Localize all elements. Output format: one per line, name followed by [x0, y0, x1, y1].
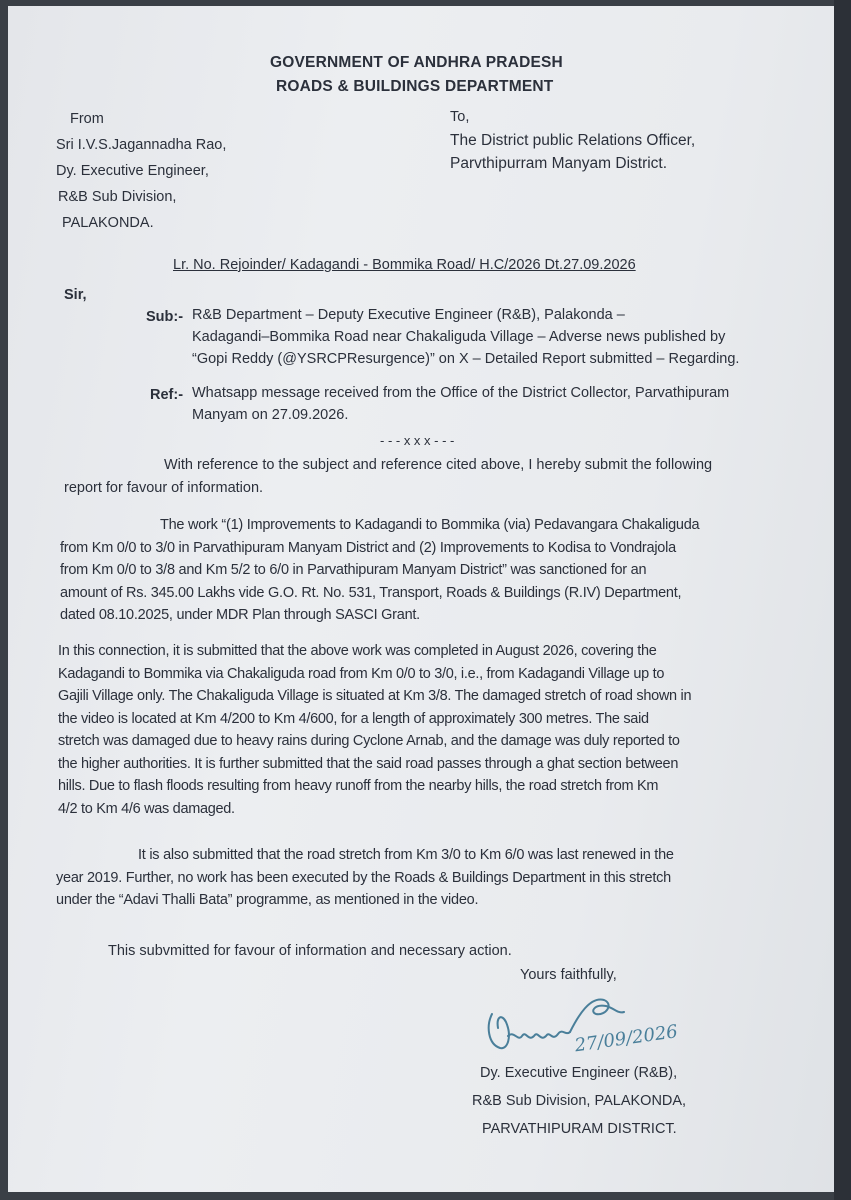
to-line: Parvthipurram Manyam District.	[450, 155, 668, 172]
paragraph-line: 4/2 to Km 4/6 was damaged.	[58, 800, 235, 817]
from-label: From	[70, 111, 104, 127]
signature-date: 27/09/2026	[573, 1021, 680, 1057]
paragraph-line: It is also submitted that the road stretch from Km 3/0 to Km 6/0 was last renewed in the	[138, 847, 674, 863]
letter-page	[8, 6, 834, 1192]
paragraph-line: from Km 0/0 to 3/0 in Parvathipuram Manyam District and (2) Improvements to Kodisa to Vondrajola	[60, 539, 676, 556]
paragraph-line: amount of Rs. 345.00 Lakhs vide G.O. Rt. No. 531, Transport, Roads & Buildings (R.IV) Department,	[60, 584, 682, 601]
subject-text	[192, 304, 739, 370]
from-line: PALAKONDA.	[62, 215, 154, 231]
to-label: To,	[450, 109, 470, 125]
subject-line: Kadagandi–Bommika Road near Chakaliguda Village – Adverse news published by	[192, 329, 726, 345]
reference-line: Whatsapp message received from the Office of the District Collector, Parvathipuram	[192, 385, 730, 401]
letter-reference-number: Lr. No. Rejoinder/ Kadagandi - Bommika Road/ H.C/2026 Dt.27.09.2026	[173, 257, 636, 273]
to-line: The District public Relations Officer,	[450, 132, 696, 149]
background-edge	[834, 0, 851, 1200]
closing-text: Yours faithfully,	[520, 967, 617, 983]
paragraph-line: The work “(1) Improvements to Kadagandi to Bommika (via) Pedavangara Chakaliguda	[160, 517, 700, 533]
paragraph-line: the video is located at Km 4/200 to Km 4/600, for a length of approximately 300 metres. The said	[58, 710, 649, 727]
from-line: Dy. Executive Engineer,	[56, 163, 209, 179]
paragraph-renewal	[56, 844, 826, 912]
paragraph-line: With reference to the subject and reference cited above, I hereby submit the following	[164, 457, 713, 473]
subject-line: “Gopi Reddy (@YSRCPResurgence)” on X – Detailed Report submitted – Regarding.	[192, 351, 740, 367]
from-line: Sri I.V.S.Jagannadha Rao,	[56, 137, 227, 153]
paragraph-line: stretch was damaged due to heavy rains during Cyclone Arnab, and the damage was duly reported to	[58, 733, 680, 749]
paragraph-closing	[108, 940, 512, 963]
signatory-line: Dy. Executive Engineer (R&B),	[480, 1065, 678, 1081]
section-separator: - - - x x x - - -	[380, 433, 455, 448]
paragraph-line: year 2019. Further, no work has been executed by the Roads & Buildings Department in this stretch	[56, 869, 671, 886]
signatory-line: R&B Sub Division, PALAKONDA,	[472, 1093, 687, 1109]
paragraph-intro	[64, 454, 804, 499]
paragraph-line: This subvmitted for favour of information and necessary action.	[108, 943, 512, 959]
reference-label: Ref:-	[150, 387, 184, 403]
from-line: R&B Sub Division,	[58, 189, 177, 205]
subject-line: R&B Department – Deputy Executive Engineer (R&B), Palakonda –	[192, 307, 625, 323]
header-line-2: ROADS & BUILDINGS DEPARTMENT	[276, 78, 554, 95]
paragraph-line: from Km 0/0 to 3/8 and Km 5/2 to 6/0 in Parvathipuram Manyam District” was sanctioned for an	[60, 562, 647, 578]
paragraph-line: Kadagandi to Bommika via Chakaliguda road from Km 0/0 to 3/0, i.e., from Kadagandi Village up to	[58, 665, 665, 682]
salutation: Sir,	[64, 287, 87, 303]
paragraph-work-details	[60, 514, 820, 627]
signature-image	[478, 986, 718, 1066]
subject-label: Sub:-	[146, 309, 184, 325]
paragraph-line: hills. Due to flash floods resulting from heavy runoff from the nearby hills, the road stretch from Km	[58, 778, 659, 794]
paragraph-line: Gajili Village only. The Chakaliguda Village is situated at Km 3/8. The damaged stretch of road shown in	[58, 688, 692, 704]
signatory-line: PARVATHIPURAM DISTRICT.	[482, 1121, 677, 1137]
paragraph-line: dated 08.10.2025, under MDR Plan through SASCI Grant.	[60, 607, 420, 623]
paragraph-line: under the “Adavi Thalli Bata” programme, as mentioned in the video.	[56, 892, 479, 908]
paragraph-line: In this connection, it is submitted that the above work was completed in August 2026, covering the	[58, 643, 657, 659]
paragraph-line: the higher authorities. It is further submitted that the said road passes through a ghat section between	[58, 755, 679, 772]
header-line-1: GOVERNMENT OF ANDHRA PRADESH	[270, 54, 563, 71]
reference-line: Manyam on 27.09.2026.	[192, 407, 349, 423]
paragraph-line: report for favour of information.	[64, 479, 264, 496]
reference-text	[192, 382, 729, 426]
paragraph-connection	[58, 640, 828, 820]
